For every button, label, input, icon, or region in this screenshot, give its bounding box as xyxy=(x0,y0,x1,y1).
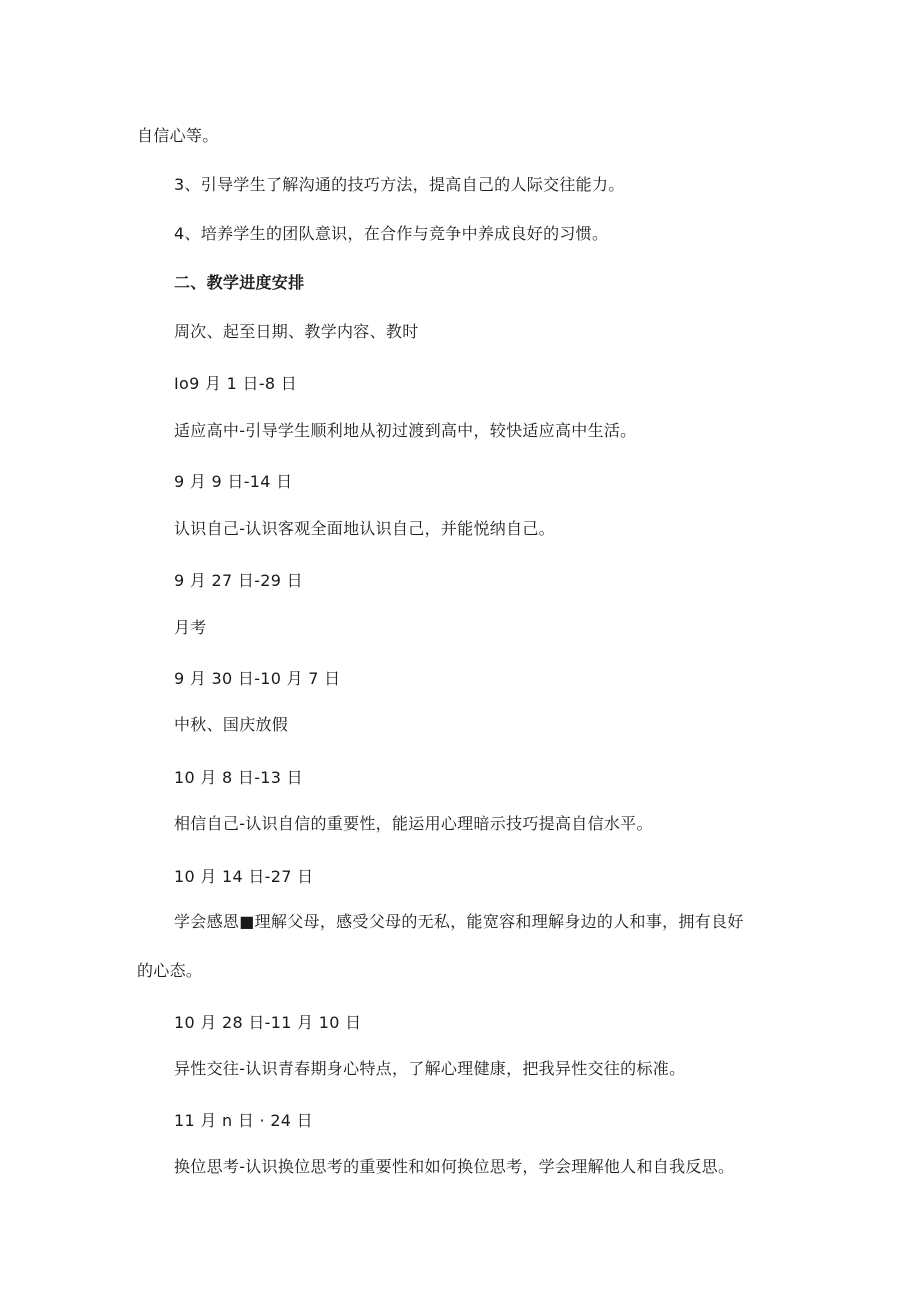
objective-4: 4、培养学生的团队意识，在合作与竞争中养成良好的习惯。 xyxy=(174,224,609,243)
schedule-date: 10 月 8 日-13 日 xyxy=(174,768,303,787)
schedule-date: 9 月 9 日-14 日 xyxy=(174,472,293,491)
schedule-content: 学会感恩■理解父母，感受父母的无私，能宽容和理解身边的人和事，拥有良好 xyxy=(174,912,744,931)
section-heading: 二、教学进度安排 xyxy=(174,273,305,292)
schedule-date: 10 月 28 日-11 月 10 日 xyxy=(174,1013,362,1032)
schedule-date: 10 月 14 日-27 日 xyxy=(174,867,314,886)
schedule-content: 适应高中-引导学生顺利地从初过渡到高中，较快适应高中生活。 xyxy=(174,421,637,440)
schedule-header: 周次、起至日期、教学内容、教时 xyxy=(174,322,419,341)
schedule-content: 月考 xyxy=(174,618,207,637)
schedule-date: Io9 月 1 日-8 日 xyxy=(174,374,298,393)
schedule-date: 9 月 27 日-29 日 xyxy=(174,571,303,590)
schedule-content-continued: 的心态。 xyxy=(137,961,203,980)
schedule-content: 换位思考-认识换位思考的重要性和如何换位思考，学会理解他人和自我反思。 xyxy=(174,1157,735,1176)
schedule-content: 中秋、国庆放假 xyxy=(174,715,289,734)
schedule-content: 相信自己-认识自信的重要性，能运用心理暗示技巧提高自信水平。 xyxy=(174,814,653,833)
schedule-content: 异性交往-认识青春期身心特点，了解心理健康，把我异性交往的标准。 xyxy=(174,1059,686,1078)
schedule-content: 认识自己-认识客观全面地认识自己，并能悦纳自己。 xyxy=(174,519,555,538)
objective-3: 3、引导学生了解沟通的技巧方法，提高自己的人际交往能力。 xyxy=(174,175,625,194)
text-line: 自信心等。 xyxy=(137,126,219,145)
schedule-date: 11 月 n 日 · 24 日 xyxy=(174,1111,313,1130)
schedule-date: 9 月 30 日-10 月 7 日 xyxy=(174,669,341,688)
